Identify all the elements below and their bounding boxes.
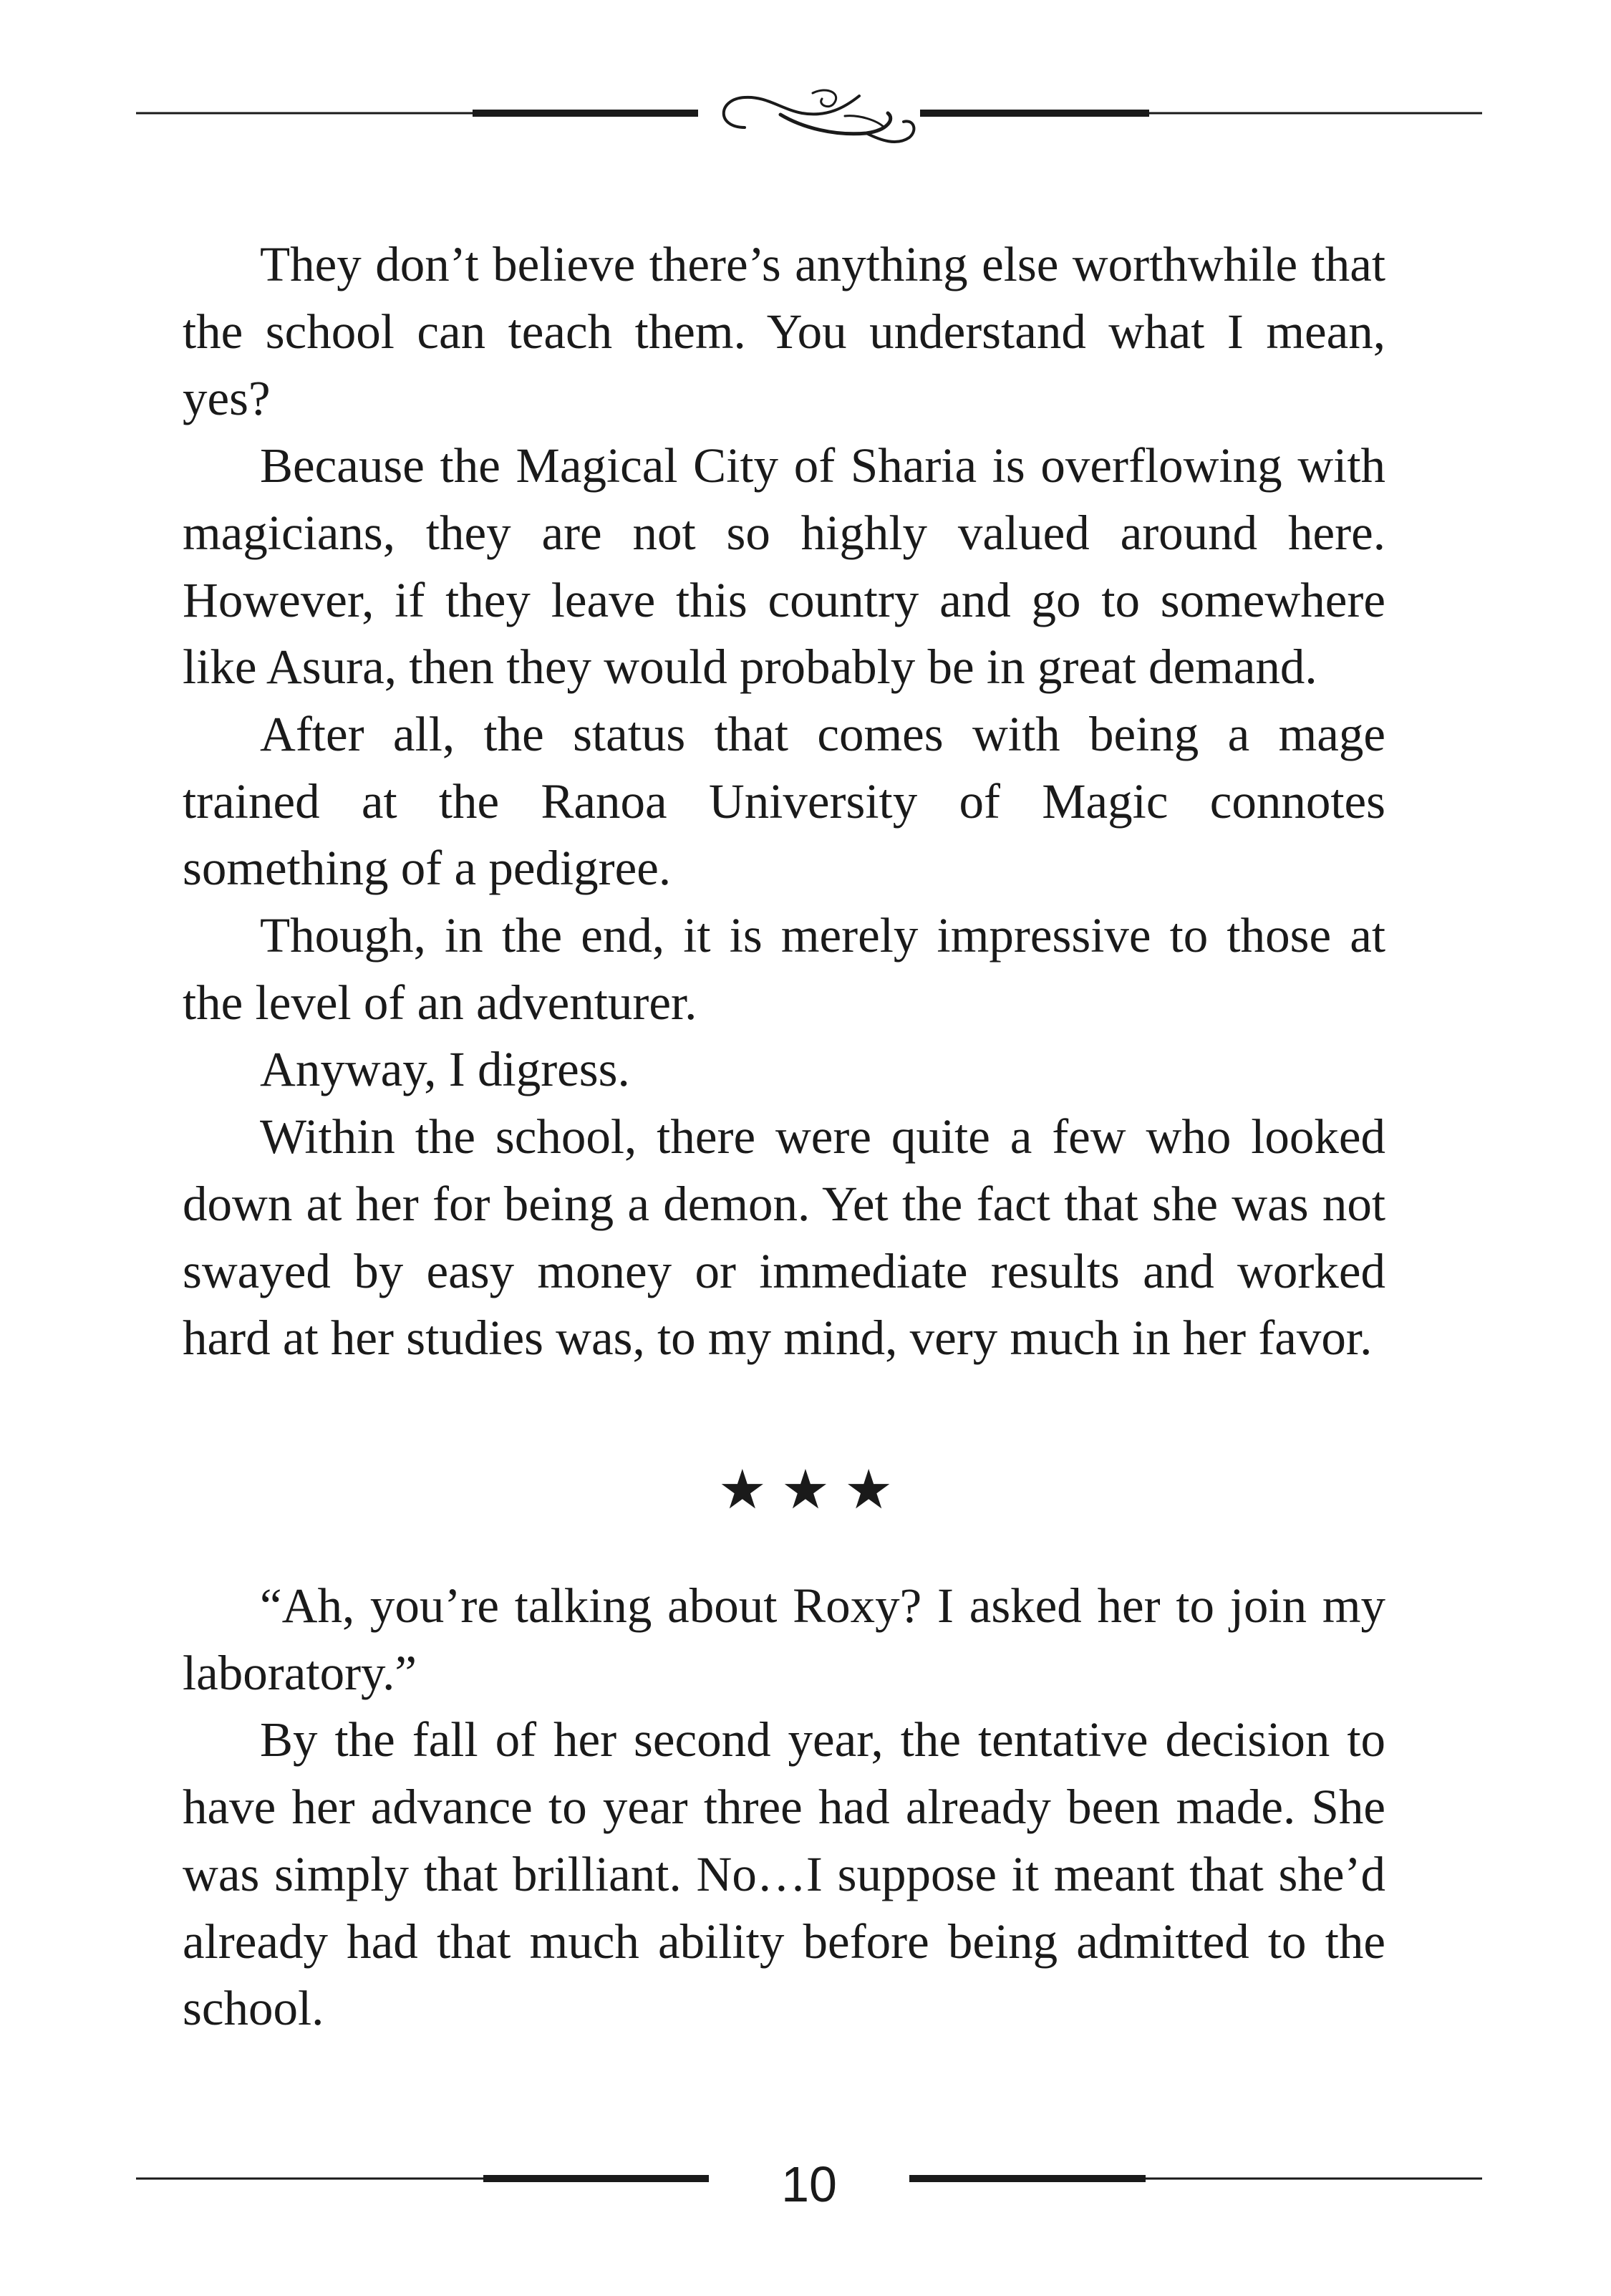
scene-break-stars: ★★★ [717, 1457, 908, 1521]
paragraph: After all, the status that comes with being a mage trained at the Ranoa University of Magic connotes something of a pedigree. [183, 706, 1385, 896]
page-number: 10 [781, 2156, 837, 2212]
paragraph: Because the Magical City of Sharia is overflowing with magicians, they are not so highly valued around here. However, if they leave this country and go to somewhere like Asura, then they would probably be in great demand. [183, 438, 1385, 695]
body-text-section-1 [183, 231, 1385, 1372]
paragraph: They don’t believe there’s anything else worthwhile that the school can teach them. You understand what I mean, yes? [183, 237, 1385, 426]
body-text-section-2 [183, 1573, 1385, 2042]
paragraph: By the fall of her second year, the tentative decision to have her advance to year three had already been made. She was simply that brilliant. No…I suppose it meant that she’d already had that much ability before being admitted to the school. [183, 1712, 1385, 2036]
paragraph: Anyway, I digress. [260, 1042, 630, 1097]
header-flourish-ornament [136, 72, 1482, 158]
paragraph: Though, in the end, it is merely impressive to those at the level of an adventurer. [183, 908, 1385, 1030]
paragraph: Within the school, there were quite a few who looked down at her for being a demon. Yet the fact that she was not swayed by easy money or immediate results and worked hard at her studies was, to my mind, very much in her favor. [183, 1109, 1385, 1366]
page-footer [136, 2148, 1482, 2220]
paragraph: “Ah, you’re talking about Roxy? I asked her to join my laboratory.” [183, 1578, 1385, 1700]
